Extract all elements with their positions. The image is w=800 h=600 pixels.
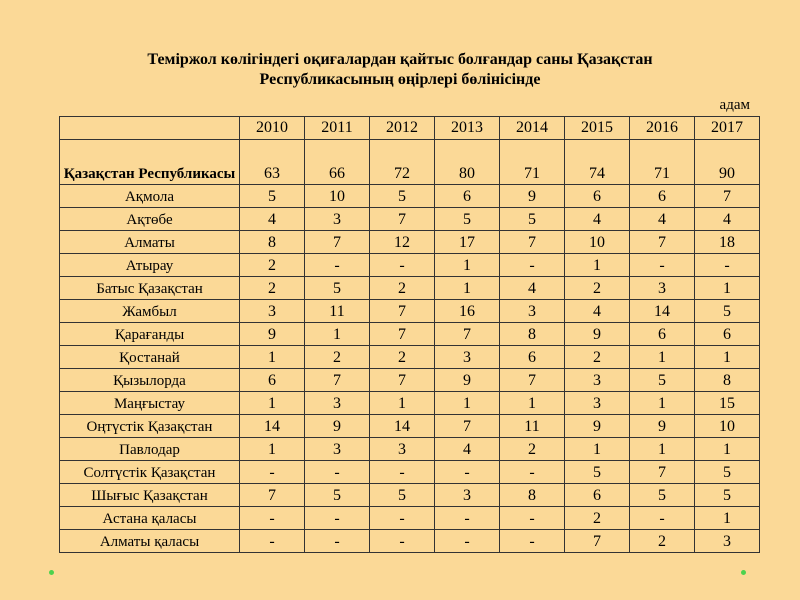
total-value-cell: 63 [240,140,305,185]
region-label-cell: Жамбыл [60,300,240,323]
value-cell: 9 [305,415,370,438]
region-label-cell: Астана қаласы [60,507,240,530]
value-cell: - [435,461,500,484]
value-cell: 7 [370,208,435,231]
value-cell: 6 [630,185,695,208]
value-cell: 9 [240,323,305,346]
region-label-cell: Қостанай [60,346,240,369]
value-cell: 5 [630,484,695,507]
year-header-cell: 2015 [565,117,630,140]
table-row [60,461,760,484]
table-row [60,185,760,208]
value-cell: 1 [435,277,500,300]
value-cell: 1 [565,254,630,277]
value-cell: 1 [240,392,305,415]
header-row [60,117,760,140]
total-value-cell: 80 [435,140,500,185]
value-cell: 7 [370,300,435,323]
value-cell: - [370,461,435,484]
table-row [60,254,760,277]
year-header-cell: 2014 [500,117,565,140]
value-cell: 9 [565,415,630,438]
value-cell: 8 [695,369,760,392]
value-cell: 16 [435,300,500,323]
value-cell: 1 [435,392,500,415]
value-cell: 2 [370,346,435,369]
value-cell: - [500,461,565,484]
value-cell: 5 [370,484,435,507]
value-cell: 3 [695,530,760,553]
value-cell: 3 [565,392,630,415]
value-cell: 7 [435,323,500,346]
value-cell: 3 [305,438,370,461]
value-cell: 12 [370,231,435,254]
value-cell: 2 [565,507,630,530]
value-cell: 7 [695,185,760,208]
unit-label: адам [719,97,750,113]
table-title [60,50,740,90]
value-cell: 4 [240,208,305,231]
table-row [60,484,760,507]
value-cell: 3 [435,346,500,369]
value-cell: 18 [695,231,760,254]
value-cell: 6 [565,185,630,208]
value-cell: 8 [500,484,565,507]
value-cell: - [695,254,760,277]
total-value-cell: 71 [500,140,565,185]
year-header-cell: 2010 [240,117,305,140]
value-cell: 3 [565,369,630,392]
value-cell: 1 [695,277,760,300]
value-cell: - [500,507,565,530]
value-cell: 7 [500,231,565,254]
value-cell: 5 [695,484,760,507]
value-cell: 7 [240,484,305,507]
value-cell: 5 [435,208,500,231]
value-cell: - [305,461,370,484]
value-cell: 7 [305,369,370,392]
value-cell: 5 [565,461,630,484]
value-cell: 11 [500,415,565,438]
region-label-cell: Оңтүстік Қазақстан [60,415,240,438]
value-cell: - [435,507,500,530]
value-cell: 8 [500,323,565,346]
total-value-cell: 90 [695,140,760,185]
value-cell: 17 [435,231,500,254]
total-value-cell: 74 [565,140,630,185]
value-cell: 1 [695,507,760,530]
value-cell: 3 [435,484,500,507]
value-cell: 2 [240,254,305,277]
region-label-cell: Қарағанды [60,323,240,346]
value-cell: 1 [695,438,760,461]
table-row [60,369,760,392]
value-cell: 5 [305,277,370,300]
value-cell: 2 [565,277,630,300]
value-cell: - [305,530,370,553]
value-cell: 1 [630,438,695,461]
value-cell: 3 [305,392,370,415]
year-header-cell: 2011 [305,117,370,140]
value-cell: 1 [695,346,760,369]
value-cell: 7 [630,461,695,484]
value-cell: 6 [565,484,630,507]
bullet-dot-left [49,570,54,575]
region-label-cell: Солтүстік Қазақстан [60,461,240,484]
value-cell: 3 [305,208,370,231]
value-cell: 4 [565,300,630,323]
value-cell: 4 [435,438,500,461]
value-cell: 10 [305,185,370,208]
deaths-table [59,116,760,553]
value-cell: 4 [695,208,760,231]
region-label-cell: Қызылорда [60,369,240,392]
region-label-cell: Маңғыстау [60,392,240,415]
region-label-cell: Ақмола [60,185,240,208]
region-label-cell: Атырау [60,254,240,277]
value-cell: 1 [435,254,500,277]
bullet-dot-right [741,570,746,575]
value-cell: 1 [370,392,435,415]
total-value-cell: 71 [630,140,695,185]
value-cell: - [370,530,435,553]
value-cell: 9 [435,369,500,392]
value-cell: - [240,507,305,530]
table-row [60,530,760,553]
table-row [60,231,760,254]
value-cell: 14 [240,415,305,438]
value-cell: 5 [240,185,305,208]
year-header-cell: 2017 [695,117,760,140]
table-row [60,438,760,461]
value-cell: 1 [240,438,305,461]
year-header-cell: 2013 [435,117,500,140]
value-cell: 9 [630,415,695,438]
value-cell: 3 [240,300,305,323]
value-cell: 7 [370,369,435,392]
total-value-cell: 66 [305,140,370,185]
value-cell: 14 [630,300,695,323]
value-cell: - [370,254,435,277]
value-cell: - [500,530,565,553]
value-cell: 1 [305,323,370,346]
region-label-cell: Шығыс Қазақстан [60,484,240,507]
value-cell: 3 [500,300,565,323]
value-cell: 1 [240,346,305,369]
value-cell: 2 [500,438,565,461]
table-row [60,323,760,346]
value-cell: 5 [695,300,760,323]
table-row [60,415,760,438]
value-cell: 14 [370,415,435,438]
value-cell: - [240,461,305,484]
value-cell: - [240,530,305,553]
value-cell: 2 [565,346,630,369]
value-cell: 7 [435,415,500,438]
value-cell: - [630,254,695,277]
value-cell: - [435,530,500,553]
value-cell: 6 [240,369,305,392]
value-cell: 1 [630,346,695,369]
region-label-cell: Ақтөбе [60,208,240,231]
total-label-cell: Қазақстан Республикасы [60,140,240,185]
value-cell: 10 [565,231,630,254]
value-cell: 6 [695,323,760,346]
value-cell: 7 [305,231,370,254]
value-cell: 2 [240,277,305,300]
value-cell: 7 [500,369,565,392]
value-cell: 3 [370,438,435,461]
value-cell: 9 [500,185,565,208]
value-cell: 2 [305,346,370,369]
header-corner-cell [60,117,240,140]
table-row [60,507,760,530]
title-line-1: Теміржол көлігіндегі оқиғалардан қайтыс болғандар саны Қазақстан [147,51,653,68]
value-cell: 1 [565,438,630,461]
year-header-cell: 2012 [370,117,435,140]
value-cell: 6 [435,185,500,208]
region-label-cell: Алматы [60,231,240,254]
value-cell: 11 [305,300,370,323]
value-cell: 2 [370,277,435,300]
value-cell: 5 [305,484,370,507]
value-cell: 5 [370,185,435,208]
value-cell: 5 [695,461,760,484]
title-line-2: Республикасының өңірлері бөлінісінде [259,71,541,88]
value-cell: 6 [630,323,695,346]
value-cell: - [305,254,370,277]
value-cell: 7 [630,231,695,254]
value-cell: 8 [240,231,305,254]
value-cell: 4 [565,208,630,231]
value-cell: 3 [630,277,695,300]
table-row [60,300,760,323]
year-header-cell: 2016 [630,117,695,140]
value-cell: - [370,507,435,530]
value-cell: 5 [630,369,695,392]
value-cell: - [630,507,695,530]
region-label-cell: Батыс Қазақстан [60,277,240,300]
value-cell: - [500,254,565,277]
region-label-cell: Алматы қаласы [60,530,240,553]
value-cell: 15 [695,392,760,415]
value-cell: 4 [630,208,695,231]
table-row [60,277,760,300]
value-cell: 10 [695,415,760,438]
value-cell: 7 [370,323,435,346]
value-cell: 2 [630,530,695,553]
value-cell: - [305,507,370,530]
value-cell: 5 [500,208,565,231]
region-label-cell: Павлодар [60,438,240,461]
table-row [60,208,760,231]
value-cell: 9 [565,323,630,346]
value-cell: 4 [500,277,565,300]
total-row [60,140,760,185]
table-row [60,392,760,415]
value-cell: 1 [630,392,695,415]
total-value-cell: 72 [370,140,435,185]
value-cell: 7 [565,530,630,553]
value-cell: 1 [500,392,565,415]
value-cell: 6 [500,346,565,369]
table-row [60,346,760,369]
